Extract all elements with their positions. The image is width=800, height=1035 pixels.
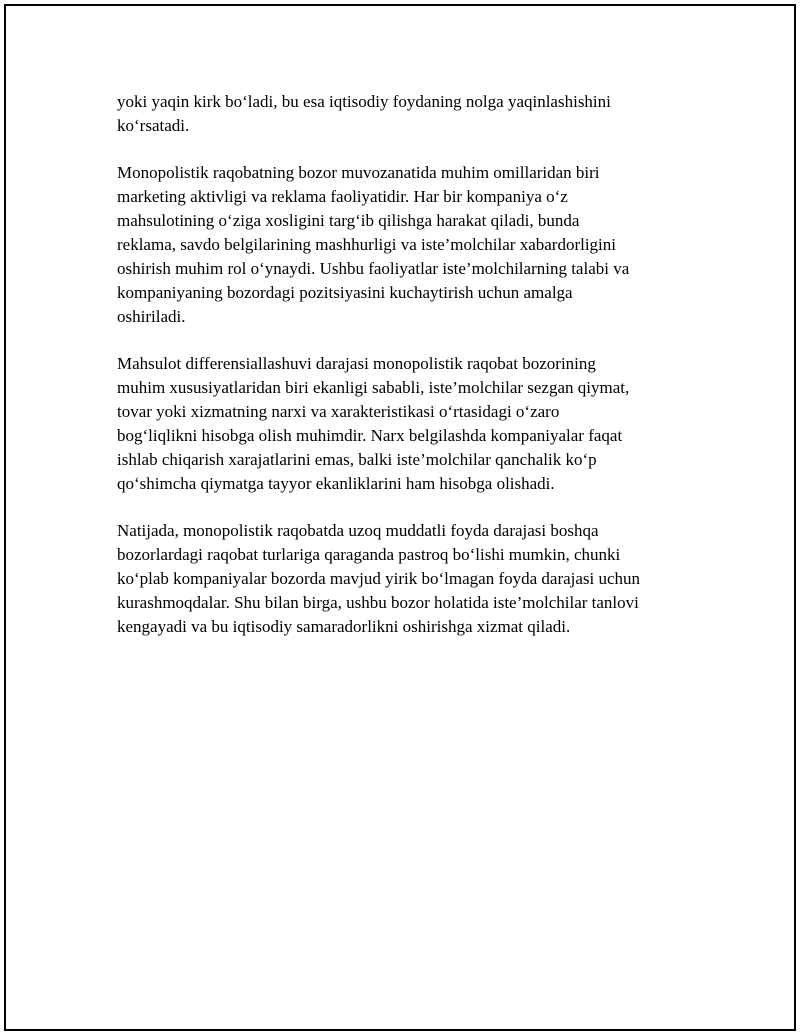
paragraph-1: yoki yaqin kirk bo‘ladi, bu esa iqtisodiy foydaning nolga yaqinlashishini ko‘rsatadi. — [117, 92, 611, 135]
paragraph-3: Mahsulot differensiallashuvi darajasi monopolistik raqobat bozorining muhim xususiyatlaridan biri ekanligi sababli, iste’molchilar sezgan qiymat, tovar yoki xizmatning narxi va xarakteristikasi o‘rtasidagi o‘zaro bog‘liqlikni hisobga olish muhimdir. Narx belgilashda kompaniyalar faqat ishlab chiqarish xarajatlarini emas, balki iste’molchilar qanchalik ko‘p qo‘shimcha qiymatga tayyor ekanliklarini ham hisobga olishadi. — [117, 354, 630, 493]
paragraph-2: Monopolistik raqobatning bozor muvozanatida muhim omillaridan biri marketing aktivligi va reklama faoliyatidir. Har bir kompaniya o‘z mahsulotining o‘ziga xosligini targ‘ib qilishga harakat qiladi, bunda reklama, savdo belgilarining mashhurligi va iste’molchilar xabardorligini oshirish muhim rol o‘ynaydi. Ushbu faoliyatlar iste’molchilarning talabi va kompaniyaning bozordagi pozitsiyasini kuchaytirish uchun amalga oshiriladi. — [117, 163, 630, 326]
document-body — [117, 90, 707, 662]
paragraph-4: Natijada, monopolistik raqobatda uzoq muddatli foyda darajasi boshqa bozorlardagi raqobat turlariga qaraganda pastroq bo‘lishi mumkin, chunki ko‘plab kompaniyalar bozorda mavjud yirik bo‘lmagan foyda darajasi uchun kurashmoqdalar. Shu bilan birga, ushbu bozor holatida iste’molchilar tanlovi kengayadi va bu iqtisodiy samaradorlikni oshirishga xizmat qiladi. — [117, 521, 641, 636]
